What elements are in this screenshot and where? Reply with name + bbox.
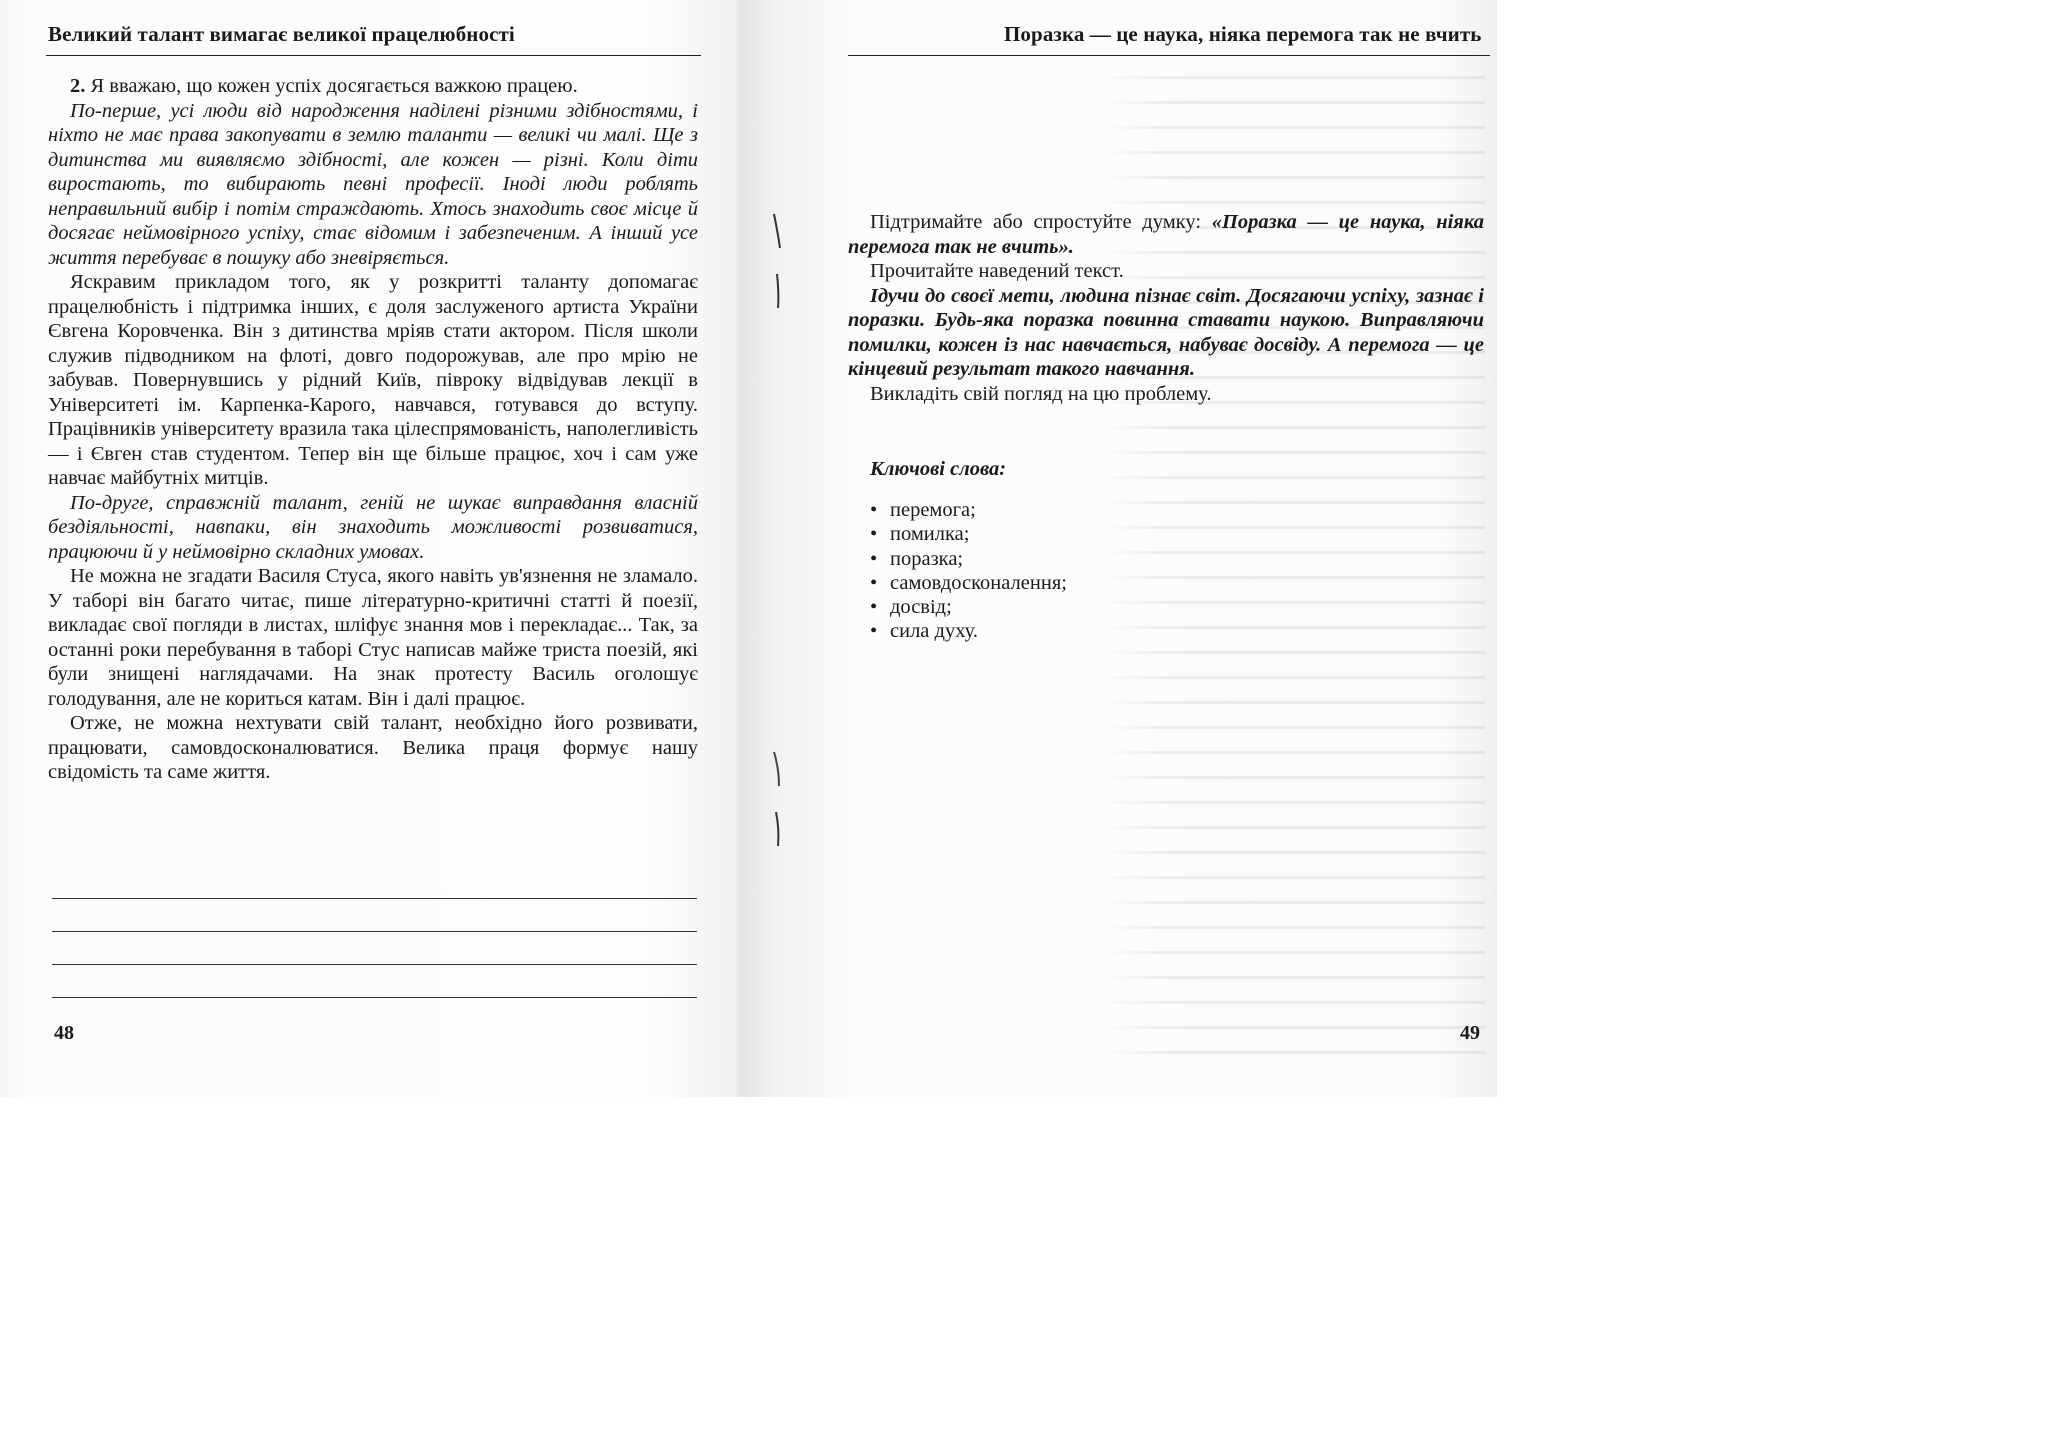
answer-line [52,964,697,965]
task-number: 2. [70,75,86,97]
staple-mark [770,272,784,312]
left-page-number: 48 [54,1022,74,1044]
paragraph-conclusion: Отже, не можна нехтувати свій талант, необхідно його розвивати, працювати, самовдосконалюватися. Велика праця формує нашу свідомість та саме життя. [48,712,698,783]
left-running-head: Великий талант вимагає великої працелюбності [48,22,515,46]
keyword-item: • досвід; [870,595,1067,619]
right-head-rule [848,55,1490,56]
quoted-text: Ідучи до своєї мети, людина пізнає світ. Досягаючи успіху, зазнає і поразки. Будь-яка поразка повинна ставати наукою. Виправляючи помилки, кожен із нас навчається, набуває досвіду. А перемога — це кінцевий результат такого навчання. [848,284,1484,380]
prompt-quote: «Поразка — це наука, ніяка перемога так не вчить». [848,211,1484,258]
task-instruction: Викладіть свій погляд на цю проблему. [870,382,1212,405]
staple-mark [770,750,784,790]
paragraph-first-argument: По-перше, усі люди від народження наділені різними здібностями, і ніхто не має права закопувати в землю таланти — великі чи малі. Ще з дитинства ми виявляємо здібності, але кожен — різні. Коли діти виростають, то вибирають певні професії. Іноді люди роблять неправильний вибір і потім страждають. Хтось знаходить своє місце й досягає неймовірного успіху, стає відомим і забезпеченим. А інший усе життя перебуває в пошуку або зневіряється. [48,99,698,269]
keyword-item: • самовдосконалення; [870,571,1067,595]
keyword-item: • перемога; [870,498,1067,522]
right-body-text [848,210,1484,406]
right-running-head: Поразка — це наука, ніяка перемога так не вчить [1004,22,1482,46]
keyword-item: • поразка; [870,547,1067,571]
paragraph-lead [48,74,698,99]
left-body-text [48,74,698,785]
answer-line [52,898,697,899]
lead-sentence: Я вважаю, що кожен успіх досягається важкою працею. [90,75,578,97]
paragraph-example-korovchenko: Яскравим прикладом того, як у розкритті таланту допомагає працелюбність і підтримка інших, є доля заслуженого артиста України Євгена Коровченка. Він з дитинства мріяв стати актором. Після школи служив підводником на флоті, довго подорожував, але про мрію не забував. Повернувшись у рідний Київ, півроку відвідував лекції в Університеті ім. Карпенка-Карого, навчався, готувався до вступу. Працівників університету вразила така цілеспрямованість, наполегливість — і Євген став студентом. Тепер він ще більше працює, хоч і сам уже навчає майбутніх митців. [48,271,698,489]
answer-line [52,931,697,932]
prompt-paragraph [848,210,1484,259]
staple-mark [770,810,784,850]
left-head-rule [46,55,701,56]
paragraph-second-argument: По-друге, справжній талант, геній не шукає виправдання власній бездіяльності, навпаки, він знаходить можливості розвиватися, працюючи й у неймовірно складних умовах. [48,491,698,563]
keyword-item: • помилка; [870,522,1067,546]
keyword-item: • сила духу. [870,619,1067,643]
keywords-list [870,498,1067,644]
keywords-title: Ключові слова: [870,458,1007,480]
prompt-lead: Підтримайте або спростуйте думку: [870,211,1202,233]
read-instruction: Прочитайте наведений текст. [870,260,1124,282]
answer-line [52,997,697,998]
right-page-number: 49 [1460,1022,1480,1044]
paragraph-example-stus: Не можна не згадати Василя Стуса, якого навіть ув'язнення не зламало. У таборі він багато читає, пише літературно-критичні статті й поезії, викладає свої погляди в листах, шліфує знання мов і перекладає... Так, за останні роки перебування в таборі Стус написав майже триста поезій, які були знищені наглядачами. На знак протесту Василь оголошує голодування, але не кориться катам. Він і далі працює. [48,565,698,710]
staple-mark [770,212,784,252]
